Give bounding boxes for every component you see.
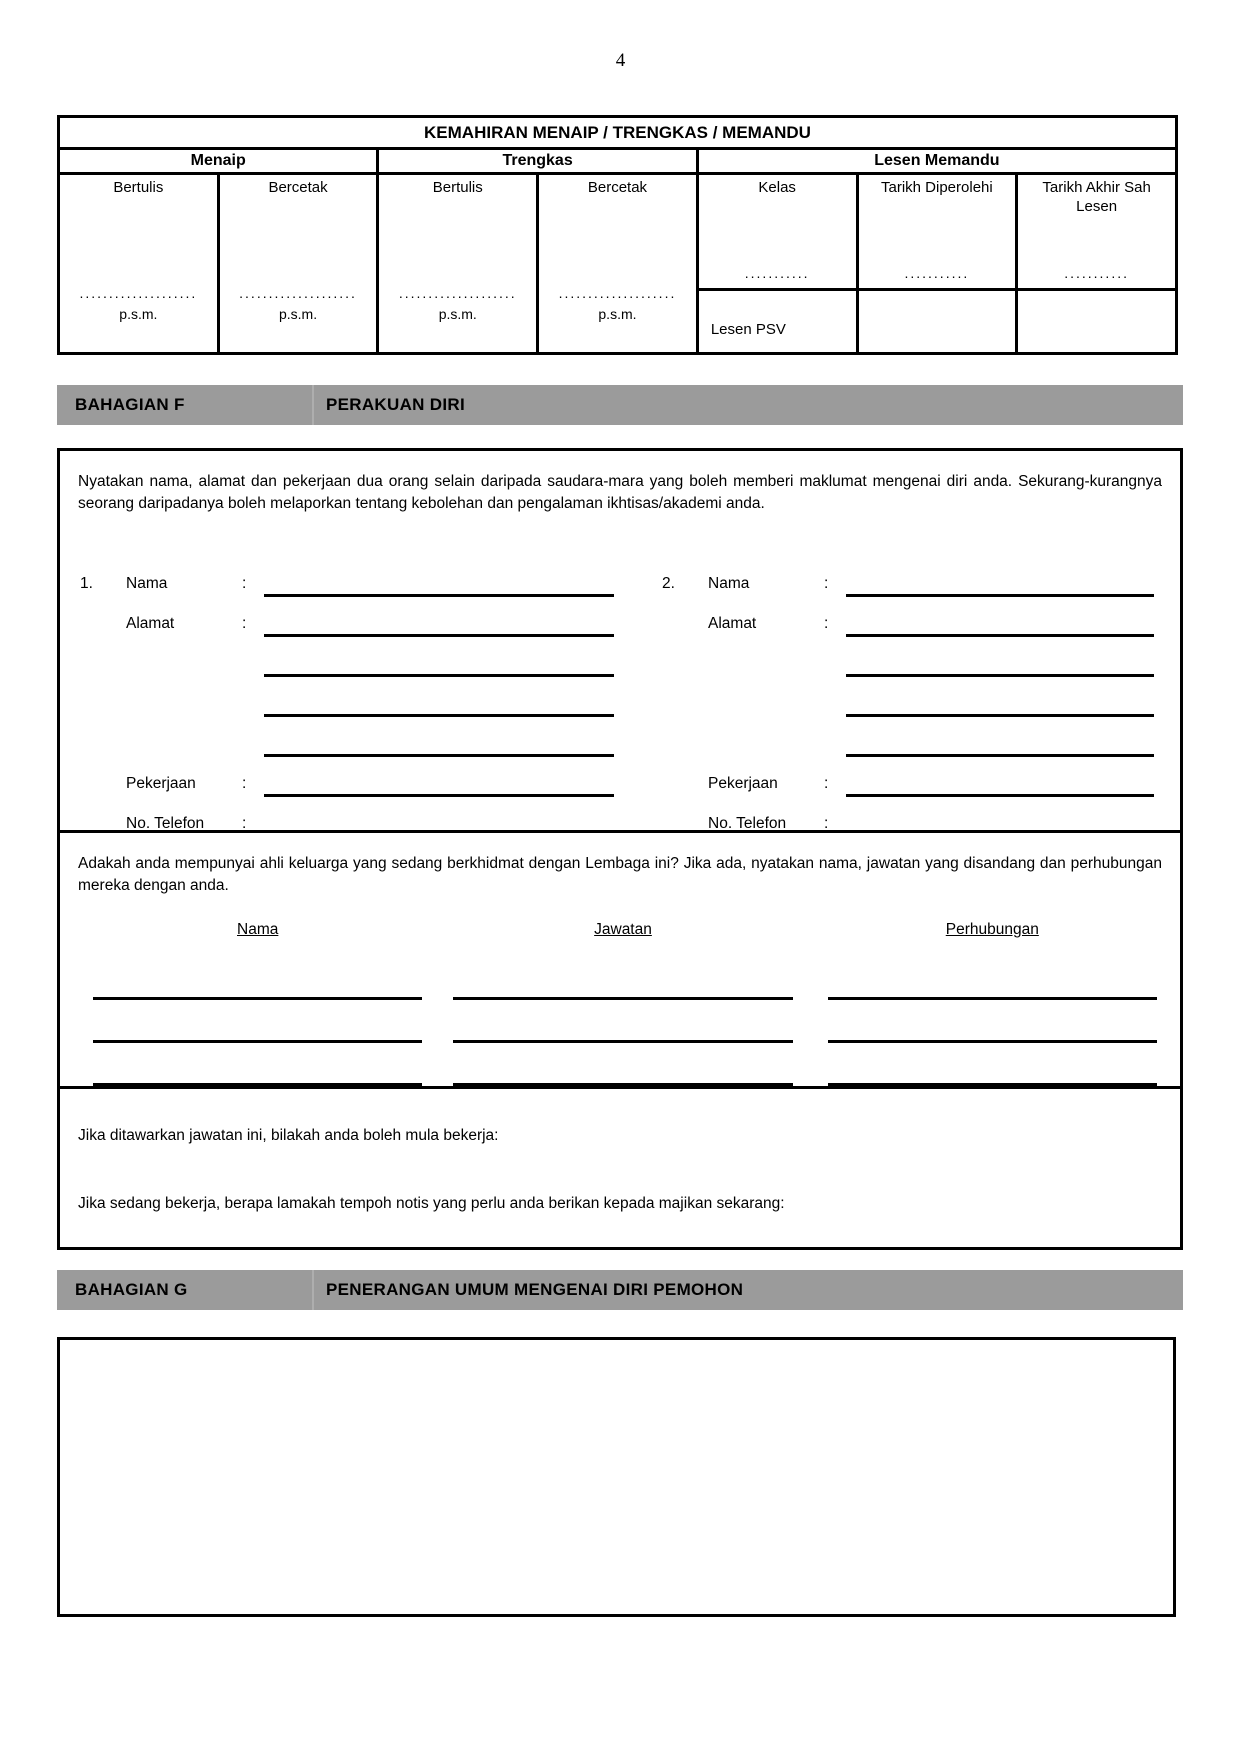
unit-label: p.s.m.	[278, 306, 318, 322]
field-label-telefon: No. Telefon	[126, 815, 205, 832]
alamat-write-in-line	[846, 637, 1160, 677]
cell-lesen-tarikh-diperolehi	[857, 174, 1017, 290]
family-write-in-line	[453, 1040, 792, 1043]
family-write-in-line	[93, 997, 422, 1000]
cell-header: Bercetak	[587, 179, 648, 196]
unit-label: p.s.m.	[438, 306, 477, 322]
colon: :	[824, 815, 829, 832]
availability-section	[60, 1089, 1180, 1247]
cell-trengkas-bertulis	[378, 174, 538, 354]
alamat-write-in-line	[264, 597, 620, 637]
family-write-in-line	[93, 1083, 422, 1086]
field-label-alamat: Alamat	[708, 615, 757, 632]
referees-columns	[80, 557, 1160, 833]
colon: :	[824, 575, 829, 592]
alamat-write-in-line	[846, 677, 1160, 717]
family-header-nama: Nama	[237, 921, 279, 938]
dotted-answer-line: ...........	[904, 265, 970, 281]
cell-header: Tarikh Akhir Sah Lesen	[1042, 179, 1151, 215]
cell-header: Tarikh Diperolehi	[881, 179, 993, 196]
psv-empty-cell	[1017, 290, 1177, 354]
pekerjaan-write-in-line	[846, 757, 1160, 797]
referee-2	[620, 557, 1160, 833]
section-f-label: BAHAGIAN F	[75, 395, 185, 414]
referees-section	[60, 451, 1180, 833]
alamat-write-in-line	[264, 717, 620, 757]
family-row	[93, 1000, 1157, 1043]
dotted-answer-line: ....................	[398, 285, 517, 301]
section-f-box	[57, 448, 1183, 1250]
nama-write-in-line	[264, 557, 620, 597]
alamat-write-in-line	[264, 637, 620, 677]
family-table-headers	[93, 921, 1157, 939]
field-label-telefon: No. Telefon	[708, 815, 787, 832]
field-label-nama: Nama	[708, 575, 750, 592]
dotted-answer-line: ....................	[239, 285, 357, 301]
family-section	[60, 833, 1180, 1089]
cell-lesen-tarikh-akhir	[1017, 174, 1177, 290]
colon: :	[824, 775, 829, 792]
dotted-answer-line: ...........	[1064, 265, 1129, 281]
family-write-in-line	[453, 997, 792, 1000]
family-write-in-line	[93, 1040, 422, 1043]
family-row	[93, 957, 1157, 1000]
colon: :	[242, 815, 247, 832]
cell-menaip-bercetak	[218, 174, 378, 354]
colon: :	[242, 575, 247, 592]
section-g-box	[57, 1337, 1176, 1617]
pekerjaan-write-in-line	[264, 757, 620, 797]
family-write-in-line	[453, 1083, 792, 1086]
group-header-lesen-memandu: Lesen Memandu	[697, 149, 1176, 174]
dotted-answer-line: ....................	[79, 285, 198, 301]
cell-header: Bertulis	[432, 179, 483, 196]
group-header-trengkas: Trengkas	[378, 149, 697, 174]
nama-write-in-line	[846, 557, 1160, 597]
skills-table-title: KEMAHIRAN MENAIP / TRENGKAS / MEMANDU	[59, 117, 1177, 149]
family-question: Adakah anda mempunyai ahli keluarga yang sedang berkhidmat dengan Lembaga ini? Jika ada, nyatakan nama, jawatan yang disandang dan perhubungan mereka dengan anda.	[78, 855, 1162, 894]
referee-number: 1.	[80, 575, 93, 592]
family-table-rows	[93, 957, 1157, 1086]
field-label-nama: Nama	[126, 575, 168, 592]
page-number: 4	[615, 50, 626, 71]
section-g-bar	[57, 1270, 1183, 1310]
availability-question-2: Jika sedang bekerja, berapa lamakah tempoh notis yang perlu anda berikan kepada majikan sekarang:	[78, 1195, 785, 1212]
field-label-alamat: Alamat	[126, 615, 175, 632]
alamat-write-in-line	[846, 717, 1160, 757]
availability-question-1: Jika ditawarkan jawatan ini, bilakah anda boleh mula bekerja:	[78, 1127, 499, 1144]
section-g-title: PENERANGAN UMUM MENGENAI DIRI PEMOHON	[326, 1280, 744, 1299]
family-write-in-line	[828, 997, 1157, 1000]
colon: :	[242, 775, 247, 792]
group-header-menaip: Menaip	[59, 149, 378, 174]
cell-trengkas-bercetak	[538, 174, 698, 354]
section-f-bar	[57, 385, 1183, 425]
referees-intro: Nyatakan nama, alamat dan pekerjaan dua orang selain daripada saudara-mara yang boleh memberi maklumat mengenai diri anda. Sekurang-kurangnya seorang daripadanya boleh melaporkan tentang kebolehan dan pengalaman ikhtisas/akademi anda.	[78, 473, 1162, 512]
field-label-pekerjaan: Pekerjaan	[126, 775, 196, 792]
referee-number: 2.	[662, 575, 675, 592]
referee-1	[80, 557, 620, 833]
cell-header: Bercetak	[268, 179, 328, 196]
cell-menaip-bertulis	[59, 174, 219, 354]
unit-label: p.s.m.	[598, 306, 637, 322]
psv-empty-cell	[857, 290, 1017, 354]
alamat-write-in-line	[264, 677, 620, 717]
alamat-write-in-line	[846, 597, 1160, 637]
skills-table	[57, 115, 1178, 355]
field-label-pekerjaan: Pekerjaan	[708, 775, 778, 792]
dotted-answer-line: ...........	[744, 265, 810, 281]
psv-row-label: Lesen PSV	[697, 290, 857, 354]
telefon-write-in-line	[846, 797, 1160, 833]
cell-header: Kelas	[758, 179, 796, 196]
family-header-perhubungan: Perhubungan	[945, 921, 1039, 938]
family-write-in-line	[828, 1040, 1157, 1043]
colon: :	[242, 615, 247, 632]
family-write-in-line	[828, 1083, 1157, 1086]
section-g-label: BAHAGIAN G	[75, 1280, 188, 1299]
telefon-write-in-line	[264, 797, 620, 833]
family-row	[93, 1043, 1157, 1086]
family-header-jawatan: Jawatan	[594, 921, 652, 938]
dotted-answer-line: ....................	[558, 285, 677, 301]
unit-label: p.s.m.	[119, 306, 158, 322]
cell-header: Bertulis	[113, 179, 164, 196]
colon: :	[824, 615, 829, 632]
cell-lesen-kelas	[697, 174, 857, 290]
section-f-title: PERAKUAN DIRI	[326, 395, 465, 414]
